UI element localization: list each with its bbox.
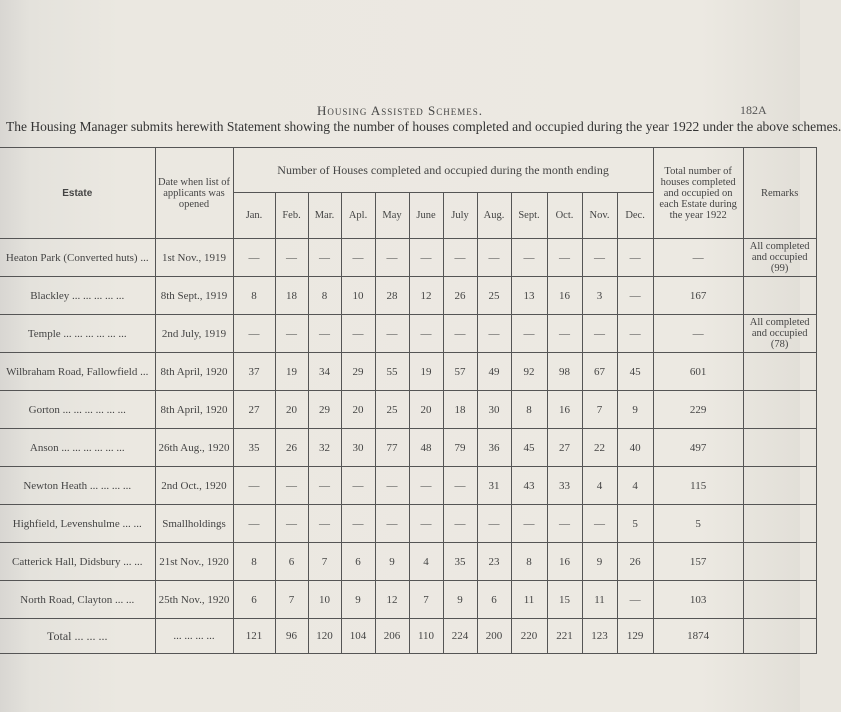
totals-month-cell: 110	[409, 619, 443, 654]
table-row	[0, 467, 816, 505]
month-value-cell: 8	[233, 543, 275, 581]
remarks-cell	[743, 277, 816, 315]
month-value-cell: 29	[308, 391, 341, 429]
month-value-cell: 15	[547, 581, 582, 619]
month-value-cell: 9	[341, 581, 375, 619]
grand-total-cell: 1874	[653, 619, 743, 654]
table-row	[0, 391, 816, 429]
month-value-cell: —	[547, 239, 582, 277]
month-value-cell: 5	[617, 505, 653, 543]
month-value-cell: 6	[233, 581, 275, 619]
month-value-cell: —	[547, 505, 582, 543]
date-opened-cell: 2nd Oct., 1920	[155, 467, 233, 505]
month-value-cell: —	[511, 239, 547, 277]
month-value-cell: —	[308, 467, 341, 505]
month-value-cell: —	[617, 315, 653, 353]
running-head: Housing Assisted Schemes.	[316, 103, 484, 118]
month-value-cell: 48	[409, 429, 443, 467]
month-value-cell: 4	[582, 467, 617, 505]
totals-month-cell: 200	[477, 619, 511, 654]
total-cell: 103	[653, 581, 743, 619]
month-value-cell: 35	[443, 543, 477, 581]
month-value-cell: —	[308, 505, 341, 543]
month-value-cell: 98	[547, 353, 582, 391]
month-value-cell: 43	[511, 467, 547, 505]
estate-cell: Catterick Hall, Didsbury ... ...	[0, 543, 155, 581]
month-value-cell: 11	[582, 581, 617, 619]
remarks-cell	[743, 505, 816, 543]
month-value-cell: 55	[375, 353, 409, 391]
total-cell: 229	[653, 391, 743, 429]
month-value-cell: 8	[233, 277, 275, 315]
month-value-cell: —	[547, 315, 582, 353]
month-value-cell: 29	[341, 353, 375, 391]
date-opened-cell: 21st Nov., 1920	[155, 543, 233, 581]
houses-statement-table	[0, 147, 817, 654]
remarks-cell	[743, 543, 816, 581]
total-cell: 157	[653, 543, 743, 581]
month-value-cell: 8	[511, 391, 547, 429]
header-month: Feb.	[275, 193, 308, 239]
table-row	[0, 277, 816, 315]
month-value-cell: 9	[582, 543, 617, 581]
month-value-cell: —	[375, 239, 409, 277]
month-value-cell: 4	[617, 467, 653, 505]
month-value-cell: 7	[308, 543, 341, 581]
month-value-cell: 20	[341, 391, 375, 429]
table-body	[0, 239, 816, 654]
header-date-opened: Date when list of applicants was opened	[155, 148, 233, 239]
estate-cell: Blackley ... ... ... ... ...	[0, 277, 155, 315]
totals-month-cell: 129	[617, 619, 653, 654]
estate-cell: Gorton ... ... ... ... ... ...	[0, 391, 155, 429]
month-value-cell: 10	[341, 277, 375, 315]
month-value-cell: 7	[275, 581, 308, 619]
totals-month-cell: 220	[511, 619, 547, 654]
month-value-cell: —	[443, 315, 477, 353]
month-value-cell: 3	[582, 277, 617, 315]
month-value-cell: 6	[275, 543, 308, 581]
month-value-cell: —	[275, 315, 308, 353]
total-cell: —	[653, 239, 743, 277]
remarks-cell	[743, 353, 816, 391]
month-value-cell: 49	[477, 353, 511, 391]
month-value-cell: 30	[477, 391, 511, 429]
month-value-cell: —	[341, 239, 375, 277]
month-value-cell: —	[375, 505, 409, 543]
month-value-cell: 19	[409, 353, 443, 391]
month-value-cell: —	[443, 467, 477, 505]
month-value-cell: —	[275, 467, 308, 505]
table-row	[0, 505, 816, 543]
estate-cell: North Road, Clayton ... ...	[0, 581, 155, 619]
remarks-cell	[743, 467, 816, 505]
header-estate: Estate	[0, 148, 155, 239]
total-cell: 601	[653, 353, 743, 391]
totals-month-cell: 120	[308, 619, 341, 654]
total-cell: —	[653, 315, 743, 353]
month-value-cell: 31	[477, 467, 511, 505]
header-month: July	[443, 193, 477, 239]
month-value-cell: —	[409, 315, 443, 353]
header-month: Dec.	[617, 193, 653, 239]
totals-month-cell: 104	[341, 619, 375, 654]
month-value-cell: —	[341, 505, 375, 543]
month-value-cell: 27	[233, 391, 275, 429]
month-value-cell: 20	[275, 391, 308, 429]
month-value-cell: 36	[477, 429, 511, 467]
date-opened-cell: 1st Nov., 1919	[155, 239, 233, 277]
month-value-cell: 45	[511, 429, 547, 467]
month-value-cell: 16	[547, 391, 582, 429]
month-value-cell: 30	[341, 429, 375, 467]
month-value-cell: —	[341, 315, 375, 353]
month-value-cell: —	[511, 505, 547, 543]
month-value-cell: —	[443, 239, 477, 277]
month-value-cell: 12	[375, 581, 409, 619]
month-value-cell: 20	[409, 391, 443, 429]
table-row	[0, 315, 816, 353]
month-value-cell: —	[375, 467, 409, 505]
month-value-cell: 77	[375, 429, 409, 467]
month-value-cell: 7	[409, 581, 443, 619]
month-value-cell: 10	[308, 581, 341, 619]
totals-remarks-cell	[743, 619, 816, 654]
remarks-cell: All completed and occupied (78)	[743, 315, 816, 353]
month-value-cell: 16	[547, 543, 582, 581]
estate-cell: Highfield, Levenshulme ... ...	[0, 505, 155, 543]
totals-label: Total ... ... ...	[0, 619, 155, 654]
header-month: Mar.	[308, 193, 341, 239]
header-month: Aug.	[477, 193, 511, 239]
month-value-cell: 57	[443, 353, 477, 391]
month-value-cell: 35	[233, 429, 275, 467]
month-value-cell: 67	[582, 353, 617, 391]
totals-month-cell: 96	[275, 619, 308, 654]
month-value-cell: —	[477, 239, 511, 277]
month-value-cell: 13	[511, 277, 547, 315]
totals-month-cell: 121	[233, 619, 275, 654]
total-cell: 497	[653, 429, 743, 467]
month-value-cell: —	[233, 467, 275, 505]
totals-row	[0, 619, 816, 654]
month-value-cell: —	[477, 315, 511, 353]
header-month: Oct.	[547, 193, 582, 239]
month-value-cell: —	[409, 505, 443, 543]
month-value-cell: 6	[477, 581, 511, 619]
total-cell: 5	[653, 505, 743, 543]
month-value-cell: 25	[477, 277, 511, 315]
month-value-cell: —	[341, 467, 375, 505]
month-value-cell: —	[409, 239, 443, 277]
header-total: Total number of houses completed and occupied on each Estate during the year 1922	[653, 148, 743, 239]
month-value-cell: 22	[582, 429, 617, 467]
month-value-cell: 18	[443, 391, 477, 429]
month-value-cell: 9	[617, 391, 653, 429]
date-opened-cell: 25th Nov., 1920	[155, 581, 233, 619]
month-value-cell: —	[582, 505, 617, 543]
month-value-cell: 37	[233, 353, 275, 391]
month-value-cell: 12	[409, 277, 443, 315]
date-opened-cell: 8th April, 1920	[155, 391, 233, 429]
estate-cell: Anson ... ... ... ... ... ...	[0, 429, 155, 467]
month-value-cell: 45	[617, 353, 653, 391]
month-value-cell: 19	[275, 353, 308, 391]
month-value-cell: 9	[375, 543, 409, 581]
month-value-cell: —	[511, 315, 547, 353]
remarks-cell	[743, 391, 816, 429]
totals-month-cell: 224	[443, 619, 477, 654]
month-value-cell: 33	[547, 467, 582, 505]
estate-cell: Temple ... ... ... ... ... ...	[0, 315, 155, 353]
month-value-cell: 34	[308, 353, 341, 391]
month-value-cell: 7	[582, 391, 617, 429]
month-value-cell: —	[275, 239, 308, 277]
month-value-cell: 26	[275, 429, 308, 467]
remarks-cell: All completed and occupied (99)	[743, 239, 816, 277]
month-value-cell: 9	[443, 581, 477, 619]
month-value-cell: 6	[341, 543, 375, 581]
header-month: May	[375, 193, 409, 239]
estate-cell: Heaton Park (Converted huts) ...	[0, 239, 155, 277]
month-value-cell: —	[308, 315, 341, 353]
month-value-cell: —	[409, 467, 443, 505]
remarks-cell	[743, 581, 816, 619]
table-row	[0, 239, 816, 277]
month-value-cell: —	[233, 315, 275, 353]
month-value-cell: —	[617, 277, 653, 315]
estate-cell: Wilbraham Road, Fallowfield ...	[0, 353, 155, 391]
header-month: June	[409, 193, 443, 239]
header-remarks: Remarks	[743, 148, 816, 239]
month-value-cell: 16	[547, 277, 582, 315]
table-row	[0, 429, 816, 467]
date-opened-cell: Smallholdings	[155, 505, 233, 543]
remarks-cell	[743, 429, 816, 467]
header-month: Jan.	[233, 193, 275, 239]
month-value-cell: —	[582, 315, 617, 353]
date-opened-cell: 2nd July, 1919	[155, 315, 233, 353]
total-cell: 167	[653, 277, 743, 315]
header-month: Apl.	[341, 193, 375, 239]
table-row	[0, 353, 816, 391]
month-value-cell: —	[308, 239, 341, 277]
month-value-cell: —	[275, 505, 308, 543]
month-value-cell: 8	[511, 543, 547, 581]
month-value-cell: 32	[308, 429, 341, 467]
month-value-cell: 4	[409, 543, 443, 581]
month-value-cell: —	[617, 239, 653, 277]
month-value-cell: —	[617, 581, 653, 619]
month-value-cell: —	[582, 239, 617, 277]
month-value-cell: —	[233, 239, 275, 277]
month-value-cell: 25	[375, 391, 409, 429]
month-value-cell: 40	[617, 429, 653, 467]
month-value-cell: 23	[477, 543, 511, 581]
month-value-cell: —	[443, 505, 477, 543]
month-value-cell: —	[233, 505, 275, 543]
month-value-cell: 79	[443, 429, 477, 467]
totals-month-cell: 221	[547, 619, 582, 654]
month-value-cell: —	[477, 505, 511, 543]
month-value-cell: 26	[617, 543, 653, 581]
month-value-cell: 26	[443, 277, 477, 315]
totals-month-cell: 206	[375, 619, 409, 654]
intro-paragraph: The Housing Manager submits herewith Statement showing the number of houses completed and occupied during the year 1922 under the above schemes.	[6, 119, 841, 134]
page-number: 182A	[740, 103, 767, 117]
total-cell: 115	[653, 467, 743, 505]
month-value-cell: 27	[547, 429, 582, 467]
totals-month-cell: 123	[582, 619, 617, 654]
table-row	[0, 543, 816, 581]
month-value-cell: 8	[308, 277, 341, 315]
date-opened-cell: 8th April, 1920	[155, 353, 233, 391]
table-row	[0, 581, 816, 619]
month-value-cell: 28	[375, 277, 409, 315]
header-month: Sept.	[511, 193, 547, 239]
month-value-cell: 18	[275, 277, 308, 315]
header-month-group: Number of Houses completed and occupied during the month ending	[233, 148, 653, 193]
month-value-cell: 11	[511, 581, 547, 619]
month-value-cell: 92	[511, 353, 547, 391]
date-opened-cell: 26th Aug., 1920	[155, 429, 233, 467]
totals-date-cell: ... ... ... ...	[155, 619, 233, 654]
header-month: Nov.	[582, 193, 617, 239]
date-opened-cell: 8th Sept., 1919	[155, 277, 233, 315]
estate-cell: Newton Heath ... ... ... ...	[0, 467, 155, 505]
month-value-cell: —	[375, 315, 409, 353]
